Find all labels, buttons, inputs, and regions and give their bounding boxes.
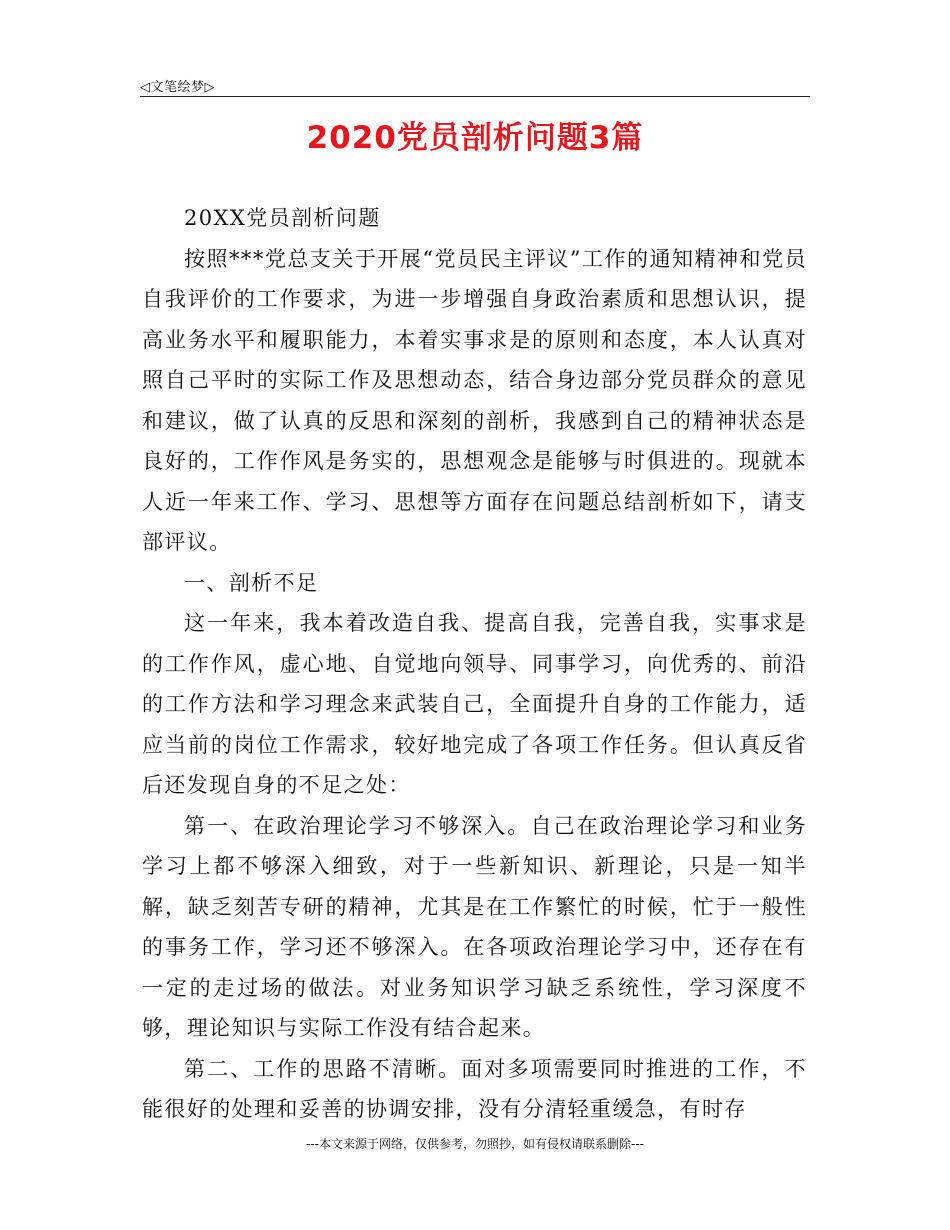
paragraph-point-1: 第一、在政治理论学习不够深入。自己在政治理论学习和业务学习上都不够深入细致，对于一些新知识、新理论，只是一知半解，缺乏刻苦专研的精神，尤其是在工作繁忙的时候，忙于一般性的事务工作，学习还不够深入。在各项政治理论学习中，还存在有一定的走过场的做法。对业务知识学习缺乏系统性，学习深度不够，理论知识与实际工作没有结合起来。 bbox=[142, 813, 807, 1040]
paragraph-overview: 这一年来，我本着改造自我、提高自我，完善自我，实事求是的工作作风，虚心地、自觉地向领导、同事学习，向优秀的、前沿的工作方法和学习理念来武装自己，全面提升自身的工作能力，适应当前的岗位工作需求，较好地完成了各项工作任务。但认真反省后还发现自身的不足之处： bbox=[142, 611, 807, 797]
paragraph-point-2: 第二、工作的思路不清晰。面对多项需要同时推进的工作，不能很好的处理和妥善的协调安排，没有分清轻重缓急，有时存 bbox=[142, 1056, 807, 1121]
section-heading: 一、剖析不足 bbox=[184, 570, 319, 595]
paragraph-subtitle: 20XX党员剖析问题 bbox=[184, 206, 381, 230]
document-body bbox=[142, 198, 807, 1130]
paragraph-intro: 按照***党总支关于开展“党员民主评议”工作的通知精神和党员自我评价的工作要求，为进一步增强自身政治素质和思想认识，提高业务水平和履职能力，本着实事求是的原则和态度，本人认真对照自己平时的实际工作及思想动态，结合身边部分党员群众的意见和建议，做了认真的反思和深刻的剖析，我感到自己的精神状态是良好的，工作作风是务实的，思想观念是能够与时俱进的。现就本人近一年来工作、学习、思想等方面存在问题总结剖析如下，请支部评议。 bbox=[142, 246, 807, 554]
document-title: 2020党员剖析问题3篇 bbox=[306, 120, 644, 156]
header-brand: ◁文笔绘梦▷ bbox=[140, 80, 215, 95]
page-footer: ---本文来源于网络，仅供参考，勿照抄，如有侵权请联系删除--- bbox=[306, 1137, 644, 1151]
page-header bbox=[140, 74, 810, 97]
